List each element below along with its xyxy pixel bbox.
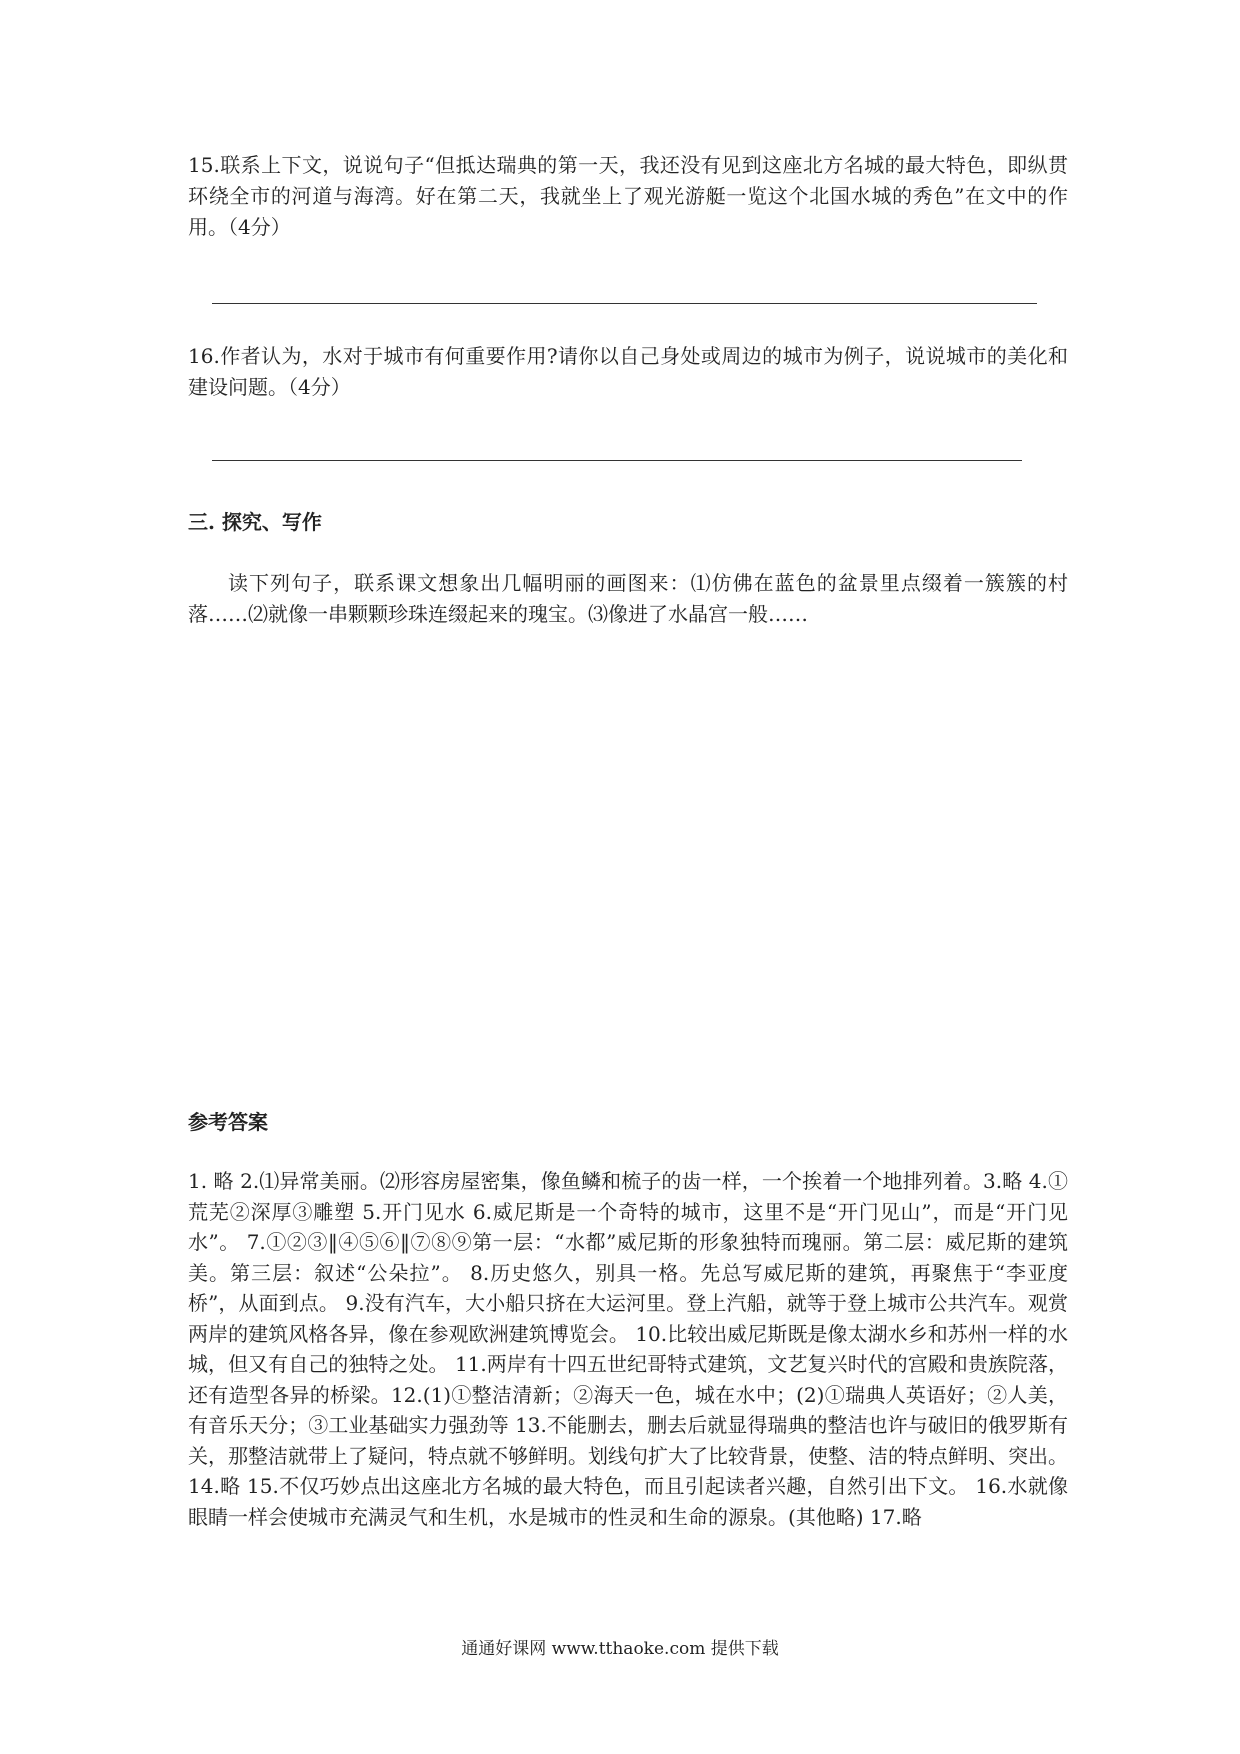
answers-body: 1. 略 2.⑴异常美丽。⑵形容房屋密集，像鱼鳞和梳子的齿一样，一个挨着一个地排列着。3.略 4.①荒芜②深厚③雕塑 5.开门见水 6.威尼斯是一个奇特的城市，这里不是“开门见山”，而是“开门见水”。 7.①②③‖④⑤⑥‖⑦⑧⑨第一层：“水都”威尼斯的形象独特而瑰丽。第二层：威尼斯的建筑美。第三层：叙述“公朵拉”。 8.历史悠久，别具一格。先总写威尼斯的建筑，再聚焦于“李亚度桥”，从面到点。 9.没有汽车，大小船只挤在大运河里。登上汽船，就等于登上城市公共汽车。观赏两岸的建筑风格各异，像在参观欧洲建筑博览会。 10.比较出威尼斯既是像太湖水乡和苏州一样的水城，但又有自己的独特之处。 11.两岸有十四五世纪哥特式建筑，文艺复兴时代的宫殿和贵族院落，还有造型各异的桥梁。12.(1)①整洁清新；②海天一色，城在水中；(2)①瑞典人英语好；②人美，有音乐天分；③工业基础实力强劲等 13.不能删去，删去后就显得瑞典的整洁也许与破旧的俄罗斯有关，那整洁就带上了疑问，特点就不够鲜明。划线句扩大了比较背景，使整、洁的特点鲜明、突出。 14.略 15.不仅巧妙点出这座北方名城的最大特色，而且引起读者兴趣，自然引出下文。 16.水就像眼睛一样会使城市充满灵气和生机，水是城市的性灵和生命的源泉。(其他略) 17.略	[188, 1169, 1068, 1529]
section-heading-writing: 三. 探究、写作	[188, 510, 322, 534]
answers-heading: 参考答案	[188, 1110, 268, 1134]
page-footer: 通通好课网 www.tthaoke.com 提供下载	[461, 1639, 779, 1659]
answer-line-15	[212, 303, 1037, 304]
writing-prompt: 读下列句子，联系课文想象出几幅明丽的画图来：⑴仿佛在蓝色的盆景里点缀着一簇簇的村落……⑵就像一串颗颗珍珠连缀起来的瑰宝。⑶像进了水晶宫一般……	[188, 571, 1068, 626]
question-15: 15.联系上下文，说说句子“但抵达瑞典的第一天，我还没有见到这座北方名城的最大特色，即纵贯环绕全市的河道与海湾。好在第二天，我就坐上了观光游艇一览这个北国水城的秀色”在文中的作用。（4分）	[188, 153, 1068, 239]
question-16: 16.作者认为，水对于城市有何重要作用?请你以自己身处或周边的城市为例子，说说城市的美化和建设问题。（4分）	[188, 344, 1068, 399]
answer-line-16	[212, 460, 1022, 461]
